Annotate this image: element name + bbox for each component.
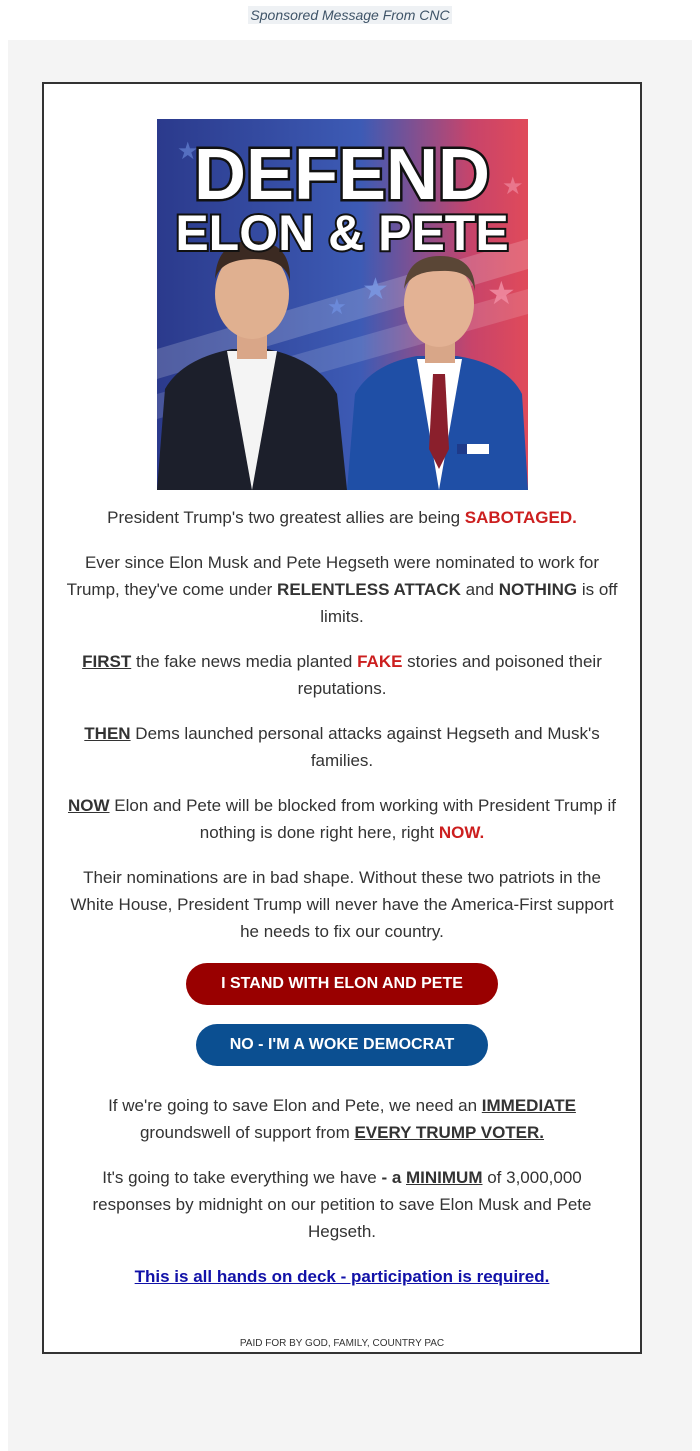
- p5-emphasis: NOW.: [438, 823, 485, 842]
- woke-democrat-button[interactable]: NO - I'M A WOKE DEMOCRAT: [196, 1024, 488, 1066]
- svg-text:★: ★: [487, 275, 516, 311]
- p7-text-a: If we're going to save Elon and Pete, we need an: [108, 1096, 482, 1115]
- p2-text-b: and: [460, 580, 499, 599]
- paragraph-sabotaged: [64, 504, 620, 531]
- stand-with-button[interactable]: I STAND WITH ELON AND PETE: [186, 963, 498, 1005]
- p3-lead: FIRST: [82, 652, 132, 671]
- p8-underline: MINIMUM: [406, 1168, 483, 1187]
- hero-graphic: [157, 119, 528, 490]
- p3-text-b: stories and poisoned their reputations.: [297, 652, 602, 698]
- p5-lead: NOW: [67, 796, 110, 815]
- p7-underline-a: IMMEDIATE: [481, 1096, 576, 1115]
- svg-text:★: ★: [362, 273, 389, 306]
- p6-text: Their nominations are in bad shape. Without these two patriots in the White House, President Trump will never have the America-First support he needs to fix our country.: [70, 868, 614, 941]
- p4-lead: THEN: [84, 724, 131, 743]
- paragraph-first: [64, 648, 620, 702]
- paragraph-minimum: [64, 1164, 620, 1245]
- hero-image[interactable]: [157, 119, 528, 490]
- p2-bold-a: RELENTLESS ATTACK: [277, 580, 461, 599]
- p7-underline-b: EVERY TRUMP VOTER.: [354, 1123, 545, 1142]
- p2-text-c: is off limits.: [320, 580, 618, 626]
- p7-text-b: groundswell of support from: [139, 1123, 355, 1142]
- p8-bold: - a: [381, 1168, 402, 1187]
- email-card: [42, 82, 642, 1354]
- p3-text-a: the fake news media planted: [131, 652, 358, 671]
- p2-bold-b: NOTHING: [498, 580, 578, 599]
- sponsor-text: Sponsored Message From CNC: [250, 7, 450, 23]
- sponsor-banner: [0, 6, 700, 25]
- svg-text:★: ★: [502, 173, 524, 200]
- p8-text-b: of 3,000,000 responses by midnight on our petition to save Elon Musk and Pete Hegseth.: [92, 1168, 592, 1241]
- svg-text:★: ★: [327, 294, 347, 319]
- email-body: [64, 504, 620, 1308]
- paragraph-save: [64, 1092, 620, 1146]
- paragraph-cta: [64, 1263, 620, 1290]
- paid-for-disclaimer: PAID FOR BY GOD, FAMILY, COUNTRY PAC: [239, 1338, 445, 1349]
- p3-emphasis: FAKE: [357, 652, 403, 671]
- p1-emphasis: SABOTAGED.: [464, 508, 577, 527]
- headline-line2: ELON & PETE: [175, 205, 509, 261]
- svg-text:★: ★: [177, 138, 199, 165]
- p8-text-a: It's going to take everything we have: [102, 1168, 382, 1187]
- paragraph-now: [64, 792, 620, 846]
- p2-text-a: Ever since Elon Musk and Pete Hegseth were nominated to work for Trump, they've come under: [66, 553, 600, 599]
- p5-text: Elon and Pete will be blocked from working with President Trump if nothing is done right here, right: [109, 796, 616, 842]
- headline-line1: DEFEND: [193, 135, 491, 215]
- participation-link[interactable]: This is all hands on deck - participation is required.: [134, 1267, 550, 1286]
- paragraph-bad-shape: [64, 864, 620, 945]
- p1-text: President Trump's two greatest allies are being: [107, 508, 465, 527]
- p4-text: Dems launched personal attacks against Hegseth and Musk's families.: [130, 724, 600, 770]
- paragraph-nominated: [64, 549, 620, 630]
- paragraph-then: [64, 720, 620, 774]
